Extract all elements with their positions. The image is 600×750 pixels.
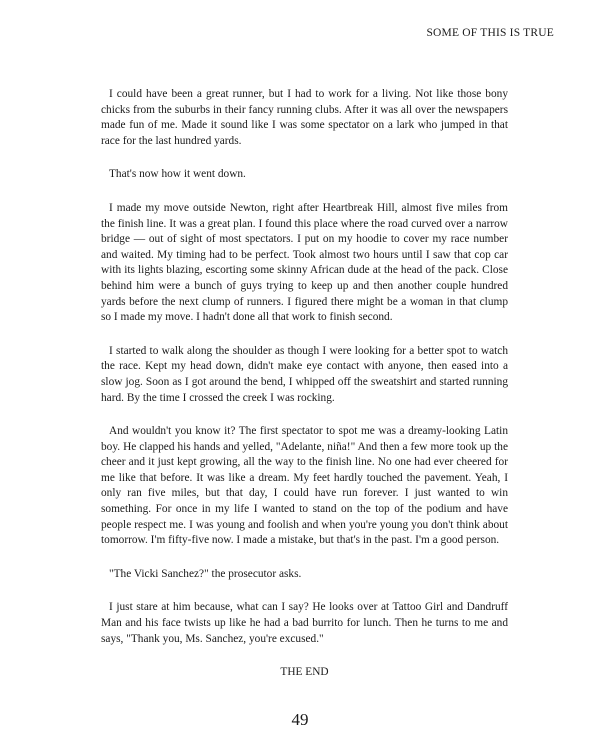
paragraph-4: I started to walk along the shoulder as though I were looking for a better spot to watch the race. Kept my head down, didn't make eye contact with anyone, then eased into a slow jog. Soon as I got around the bend, I whipped off the sweatshirt and started running hard. By the time I crossed the creek I was rocking. — [101, 344, 508, 404]
paragraph-5: And wouldn't you know it? The first spectator to spot me was a dreamy-looking Latin boy. He clapped his hands and yelled, "Adelante, niña!" And then a few more took up the cheer and it just kept growing, all the way to the finish line. No one had ever cheered for me like that before. It was like a dream. My feet hardly touched the pavement. Yeah, I only ran five miles, but that day, I could have run forever. I just wanted to win something. For once in my life I wanted to stand on the top of the podium and have people respect me. I was young and foolish and when you're young you don't think about tomorrow. I'm fifty-five now. I made a mistake, but that's in the past. I'm a good person. — [101, 425, 508, 547]
paragraph-7: I just stare at him because, what can I say? He looks over at Tattoo Girl and Dandruff Man and his face twists up like he had a bad burrito for lunch. Then he turns to me and says, "Thank you, Ms. Sanchez, you're excused." — [101, 601, 508, 645]
page-body — [101, 87, 508, 681]
paragraph-3: I made my move outside Newton, right after Heartbreak Hill, almost five miles from the finish line. It was a great plan. I found this place where the road curved over a narrow bridge — out of sight of most spectators. I put on my hoodie to cover my race number and waited. My timing had to be perfect. Took almost two hours until I saw that cop car with its lights blazing, escorting some skinny African dude at the head of the pack. Close behind him were a bunch of guys trying to keep up and then another couple hundred yards before the next clump of runners. I figured there might be a woman in that clump so I made my move. I hadn't done all that work to finish second. — [101, 201, 508, 324]
paragraph-2: That's now how it went down. — [109, 168, 246, 181]
running-header: SOME OF THIS IS TRUE — [426, 27, 554, 39]
paragraph-1: I could have been a great runner, but I had to work for a living. Not like those bony chicks from the suburbs in their fancy running clubs. After it was all over the newspapers made fun of me. Made it sound like I was some spectator on a lark who jumped in that race for the last hundred yards. — [101, 88, 508, 147]
the-end-marker: THE END — [280, 666, 329, 679]
page-number: 49 — [291, 710, 309, 729]
paragraph-6: "The Vicki Sanchez?" the prosecutor asks. — [109, 567, 302, 580]
